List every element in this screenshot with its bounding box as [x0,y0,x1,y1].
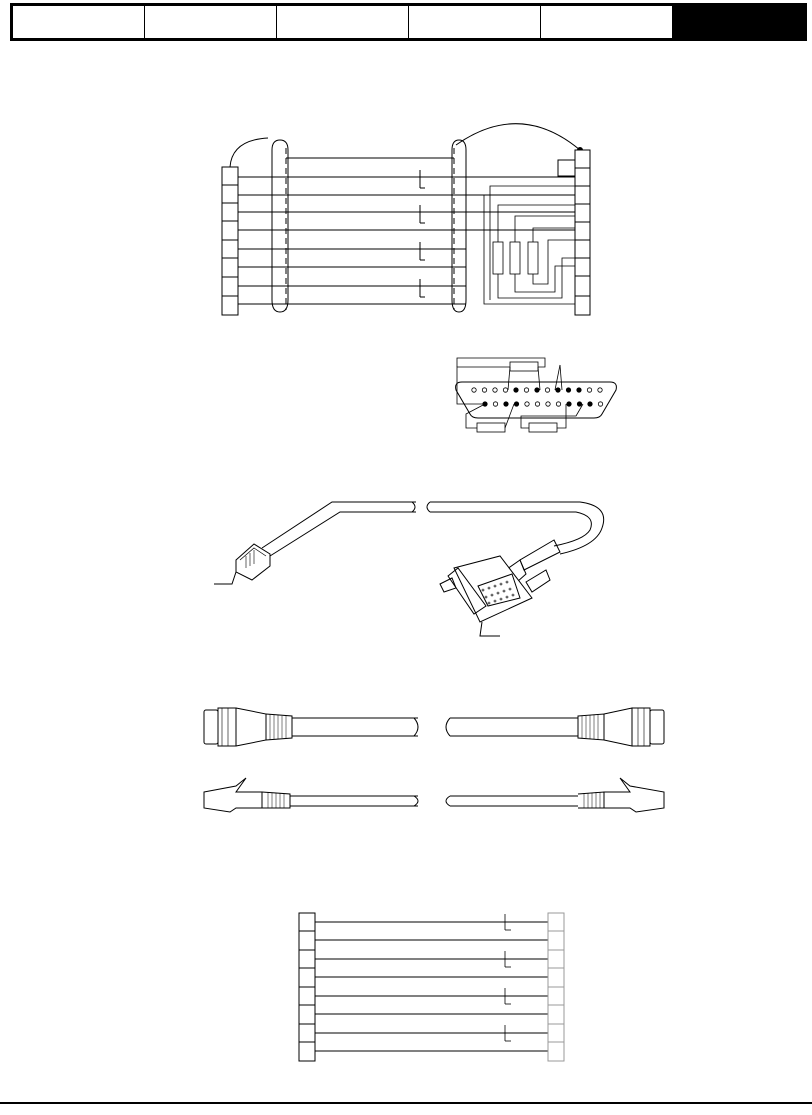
pinout-wires [315,922,548,1051]
patch-top-right-plug [578,708,664,746]
rj45-patch-cable [204,708,664,812]
db25-pin [514,388,518,392]
wiring-diagram [222,124,590,315]
db25-pin [524,388,528,392]
db25-top-pins [472,388,602,392]
db25-pin [525,402,529,406]
footer-rule [0,1102,812,1104]
db25-pin [598,388,602,392]
db25-pin [577,388,581,392]
db25-pin [556,402,560,406]
left-terminal-block [222,167,238,315]
db25-plug [440,540,560,636]
db25-pin [493,388,497,392]
db25-pin [588,402,592,406]
patch-side-left-plug [204,778,290,812]
db25-pin [546,402,550,406]
db25-pin [598,402,602,406]
db25-pin [556,388,560,392]
db25-pin [567,402,571,406]
db25-pin [472,388,476,392]
cable-wires [238,177,575,304]
pinout-left-block [299,913,315,1061]
twisted-pair-markers [420,170,425,297]
db25-pin [504,402,508,406]
db25-pin [535,388,539,392]
db25-pin [535,402,539,406]
patch-top-left-plug [204,708,292,746]
resistor-network [484,186,575,304]
db25-connector-face [456,358,617,432]
db25-pin [566,388,570,392]
rj45-plug [214,544,270,584]
db25-pin [577,402,581,406]
db25-pin [587,388,591,392]
right-drain-wire [456,124,580,150]
rj45-straight-pinout [299,913,564,1061]
db25-pin [514,402,518,406]
db25-pin [482,388,486,392]
right-terminal-block [575,150,590,315]
left-drain-wire [230,138,268,167]
patch-side-right-plug [578,778,664,812]
db25-pin [503,388,507,392]
db25-bottom-pins [483,402,603,406]
db25-pin [545,388,549,392]
db25-pin [493,402,497,406]
rj45-to-db25-cable [214,502,604,636]
pinout-right-block [548,913,564,1061]
